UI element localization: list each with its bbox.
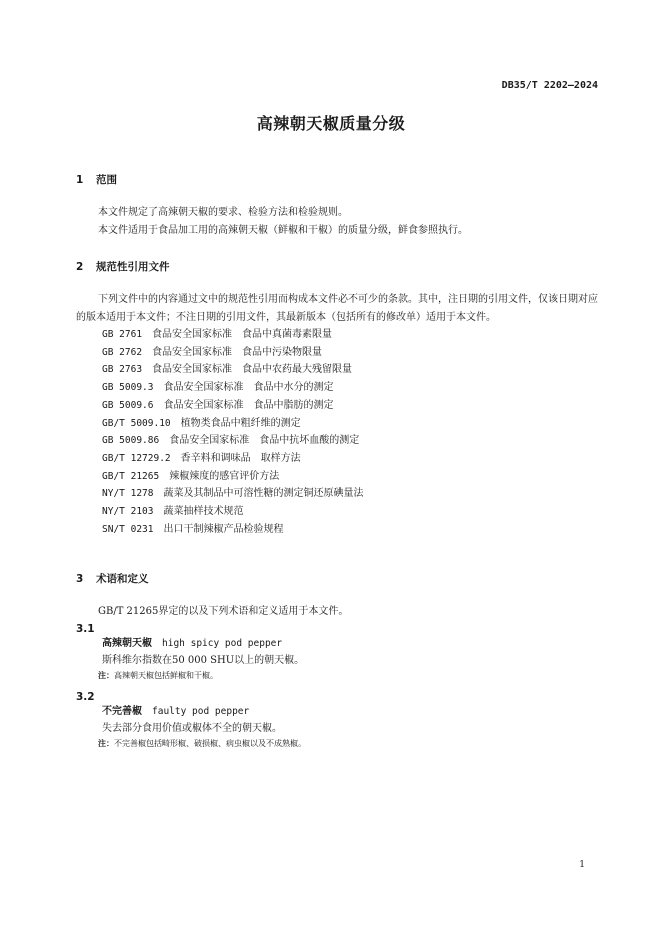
- term-en: high spicy pod pepper: [162, 638, 283, 649]
- reference-item: [76, 361, 600, 379]
- reference-item: [76, 379, 600, 397]
- reference-item: [76, 521, 600, 539]
- paragraph: GB/T 21265界定的以及下列术语和定义适用于本文件。: [98, 606, 349, 617]
- paragraph: 下列文件中的内容通过文中的规范性引用而构成本文件必不可少的条款。其中，注日期的引用文件，仅该日期对应的版本适用于本文件；不注日期的引用文件，其最新版本（包括所有的修改单）适用于本文件。: [76, 294, 598, 323]
- reference-name: 食品安全国家标准 食品中污染物限量: [152, 346, 323, 358]
- section-number: 3: [76, 573, 84, 585]
- reference-code: GB/T 5009.10: [102, 417, 171, 429]
- term-3-1: [76, 623, 600, 683]
- reference-code: GB 2763: [102, 364, 143, 376]
- section-2-body: [76, 291, 600, 538]
- note-text: 高辣朝天椒包括鲜椒和干椒。: [114, 671, 218, 680]
- term-definition: 斯科维尔指数在50 000 SHU以上的朝天椒。: [102, 655, 305, 666]
- term-title: [76, 703, 600, 720]
- reference-name: 蔬菜及其制品中可溶性糖的测定铜还原碘量法: [163, 488, 364, 500]
- section-3-heading: [76, 571, 600, 586]
- reference-item: [76, 344, 600, 362]
- section-title: 规范性引用文件: [96, 261, 170, 273]
- term-en: faulty pod pepper: [152, 706, 250, 717]
- term-note: [76, 737, 600, 751]
- reference-item: [76, 485, 600, 503]
- reference-item: [76, 415, 600, 433]
- term-number: 3.2: [76, 691, 95, 703]
- section-1-heading: [76, 172, 600, 187]
- reference-code: GB 2762: [102, 346, 143, 358]
- reference-name: 蔬菜抽样技术规范: [163, 506, 244, 518]
- reference-code: GB/T 21265: [102, 470, 160, 482]
- reference-code: GB/T 12729.2: [102, 452, 171, 464]
- note-text: 不完善椒包括畸形椒、破损椒、病虫椒以及不成熟椒。: [114, 739, 306, 748]
- section-number: 2: [76, 261, 84, 273]
- page-number: 1: [579, 860, 585, 870]
- document-title: 高辣朝天椒质量分级: [256, 114, 406, 133]
- paragraph: 本文件规定了高辣朝天椒的要求、检验方法和检验规则。: [98, 207, 348, 218]
- section-3-intro: [76, 603, 600, 621]
- reference-list: [76, 326, 600, 538]
- term-zh: 不完善椒: [102, 706, 142, 717]
- term-definition: 失去部分食用价值或椒体不全的朝天椒。: [102, 723, 282, 734]
- reference-name: 食品安全国家标准 食品中真菌毒素限量: [152, 329, 333, 340]
- reference-name: 辣椒辣度的感官评价方法: [169, 470, 280, 482]
- term-3-2: [76, 691, 600, 751]
- reference-item: [76, 503, 600, 521]
- reference-code: NY/T 1278: [102, 488, 154, 500]
- standard-code: DB35/T 2202—2024: [501, 80, 598, 91]
- reference-item: [76, 397, 600, 415]
- reference-name: 食品安全国家标准 食品中抗坏血酸的测定: [169, 435, 360, 447]
- reference-code: NY/T 2103: [102, 506, 154, 518]
- term-note: [76, 669, 600, 683]
- reference-name: 食品安全国家标准 食品中水分的测定: [163, 382, 334, 394]
- section-title: 术语和定义: [96, 573, 149, 585]
- term-number: 3.1: [76, 623, 95, 635]
- term-zh: 高辣朝天椒: [102, 638, 152, 649]
- reference-name: 食品安全国家标准 食品中农药最大残留限量: [152, 364, 353, 376]
- reference-name: 出口干制辣椒产品检验规程: [163, 523, 284, 535]
- reference-code: GB 5009.6: [102, 399, 154, 411]
- paragraph: 本文件适用于食品加工用的高辣朝天椒（鲜椒和干椒）的质量分级，鲜食参照执行。: [98, 224, 468, 236]
- reference-code: GB 5009.86: [102, 435, 160, 447]
- section-1-body: [76, 204, 600, 239]
- reference-item: [76, 450, 600, 468]
- section-2-heading: [76, 259, 600, 274]
- reference-name: 香辛料和调味品 取样方法: [180, 452, 301, 464]
- term-title: [76, 635, 600, 652]
- section-number: 1: [76, 174, 84, 186]
- reference-name: 食品安全国家标准 食品中脂肪的测定: [163, 399, 334, 411]
- note-label: 注：: [98, 739, 114, 748]
- note-label: 注：: [98, 671, 114, 680]
- reference-code: SN/T 0231: [102, 523, 154, 535]
- reference-item: [76, 326, 600, 344]
- reference-item: [76, 432, 600, 450]
- reference-name: 植物类食品中粗纤维的测定: [180, 417, 301, 429]
- section-title: 范围: [96, 174, 117, 186]
- reference-item: [76, 468, 600, 486]
- reference-code: GB 2761: [102, 329, 143, 340]
- reference-code: GB 5009.3: [102, 382, 154, 394]
